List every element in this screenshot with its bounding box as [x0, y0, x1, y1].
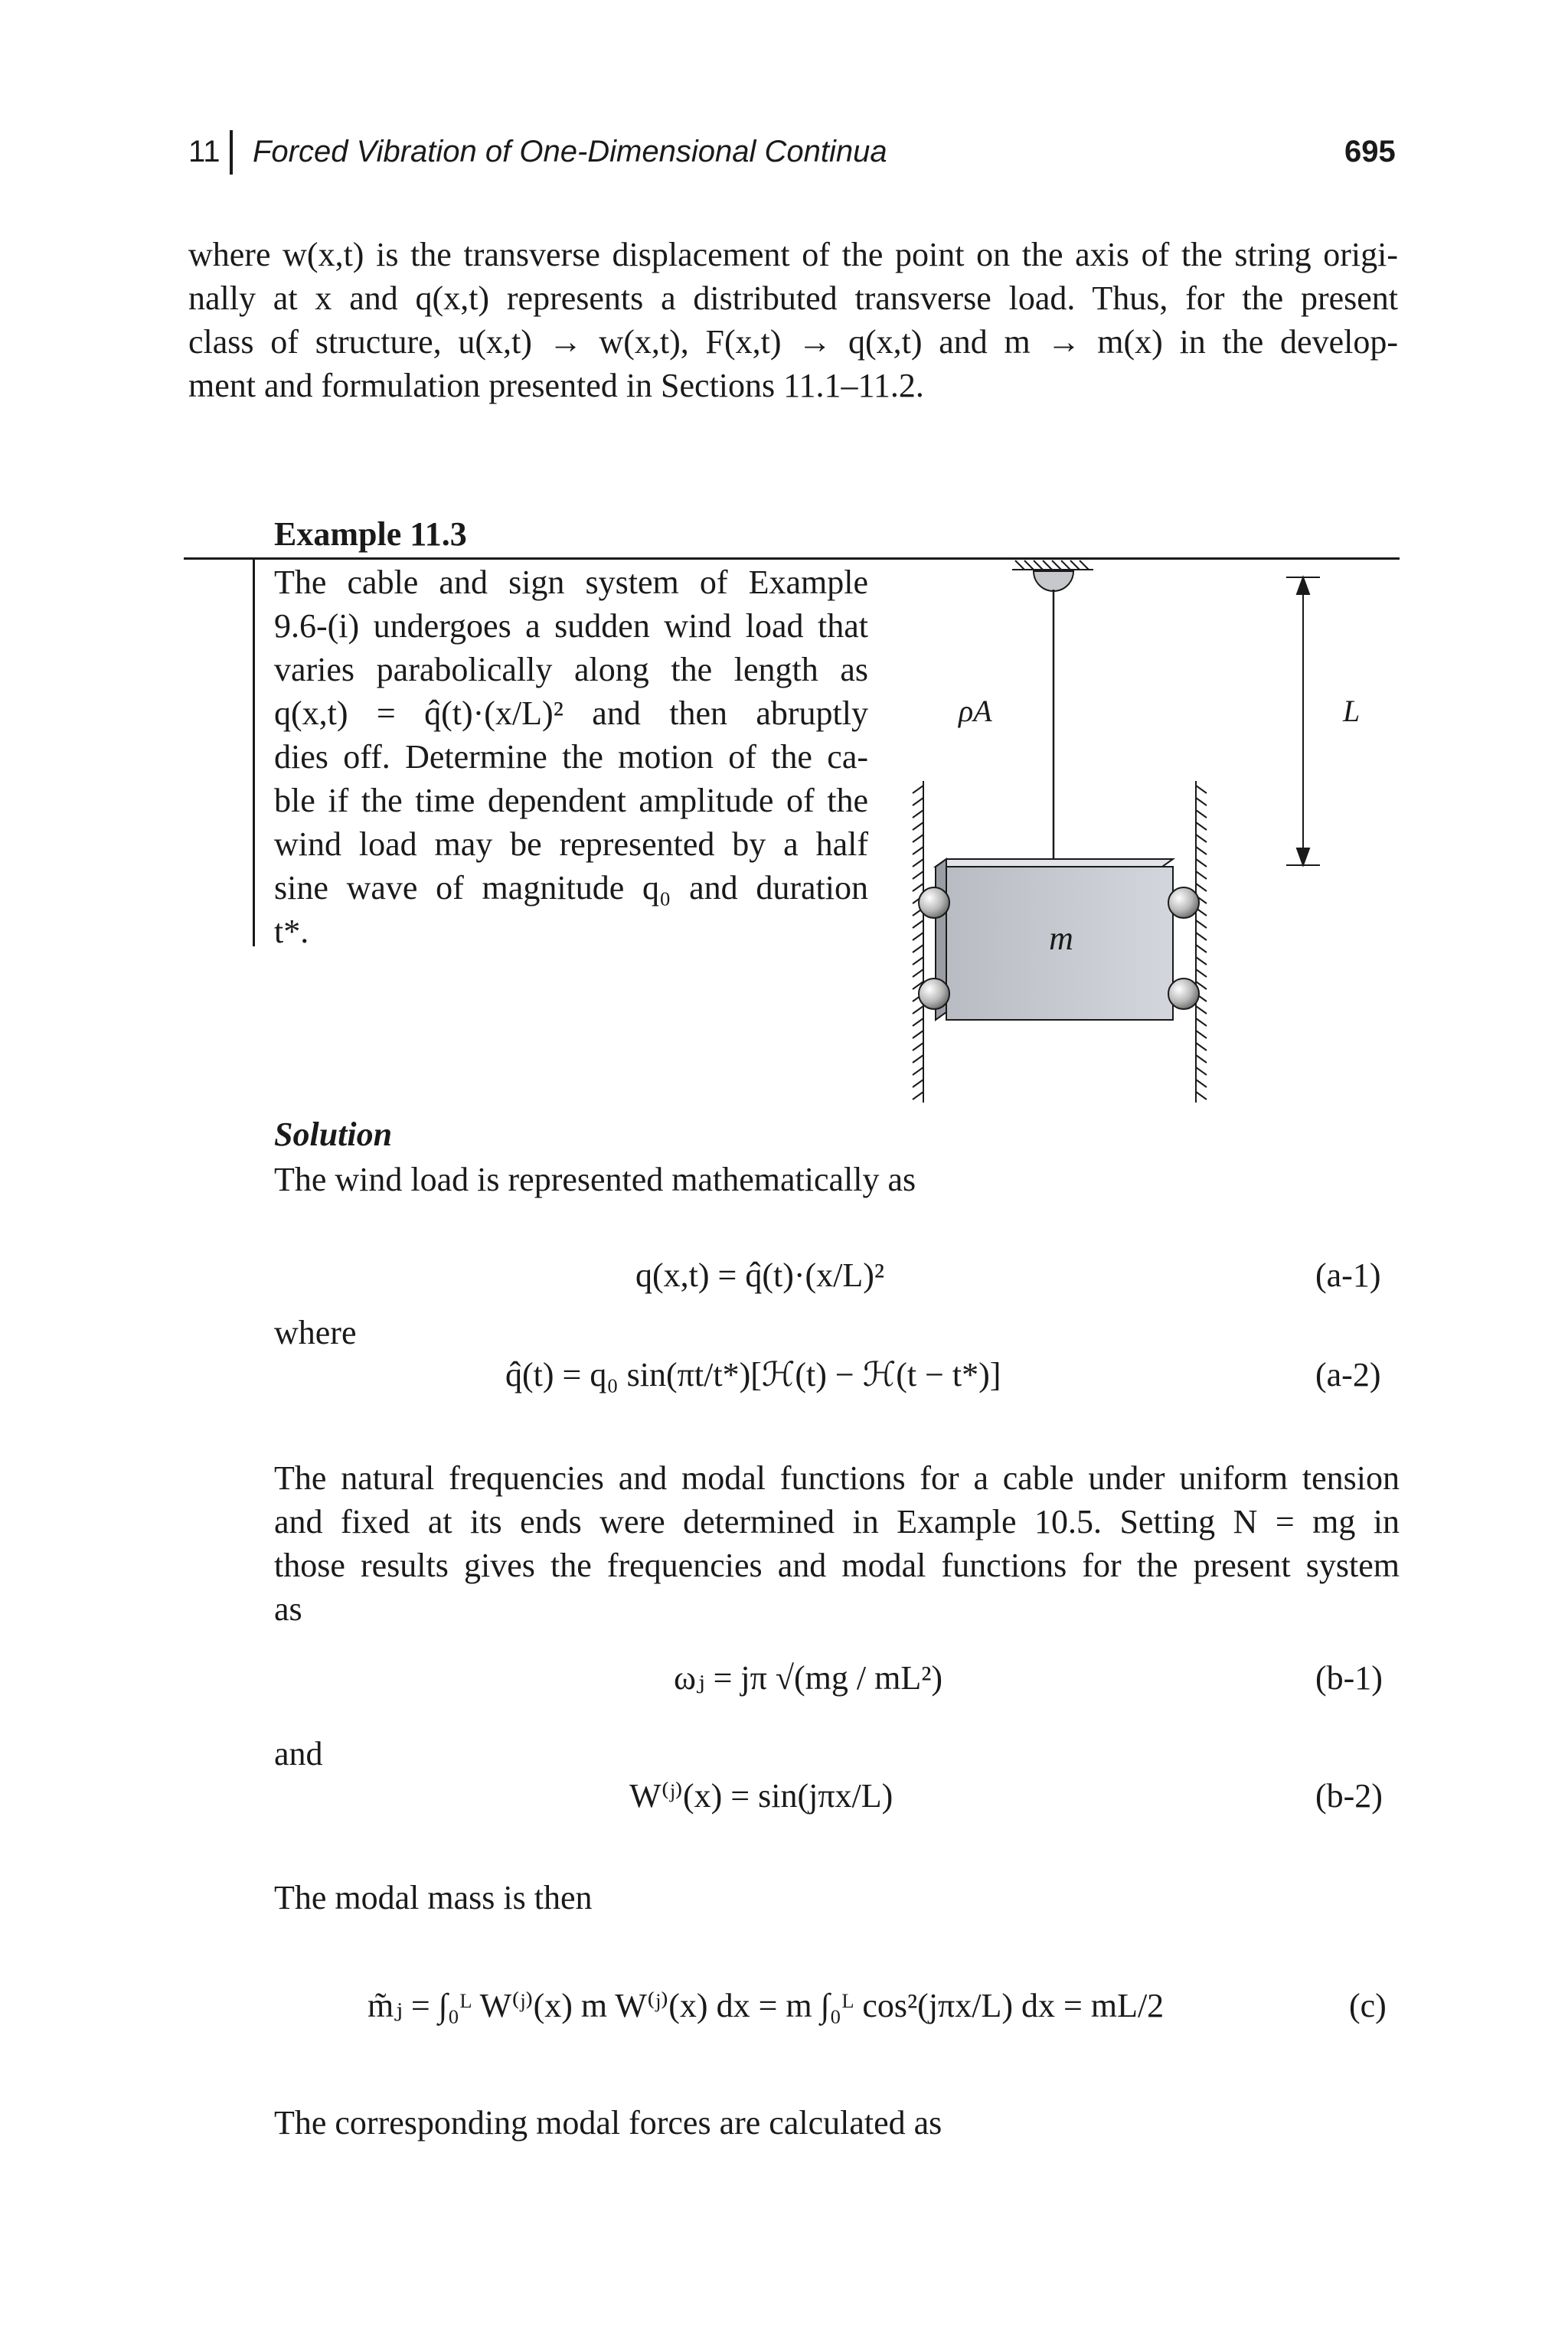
paragraph-line: those results gives the frequencies and modal functions for the present system [274, 1547, 1400, 1584]
intro-line-4: ment and formulation presented in Sections 11.1–11.2. [188, 367, 924, 404]
solution-heading: Solution [274, 1116, 393, 1153]
equation-number-c: (c) [1349, 1987, 1387, 2024]
solution-intro: The wind load is represented mathematically as [274, 1161, 916, 1198]
page-number: 695 [1344, 135, 1396, 168]
example-line: q(x,t) = q̂(t)·(x/L)² and then abruptly [274, 694, 868, 732]
modal-mass-intro: The modal mass is then [274, 1879, 593, 1916]
header-divider [230, 130, 233, 175]
paragraph-line: and fixed at its ends were determined in Example 10.5. Setting N = mg in [274, 1503, 1400, 1540]
intro-line-1: where w(x,t) is the transverse displacement of the point on the axis of the string origi- [188, 236, 1398, 273]
example-line: dies off. Determine the motion of the ca- [274, 738, 868, 776]
pivot-icon [1034, 571, 1073, 591]
paragraph-line: as [274, 1590, 302, 1628]
example-line: The cable and sign system of Example [274, 564, 868, 601]
example-statement [274, 560, 868, 953]
example-line: 9.6-(i) undergoes a sudden wind load that [274, 607, 868, 645]
and-label: and [274, 1735, 323, 1772]
length-dimension [1286, 577, 1320, 865]
modal-forces-intro: The corresponding modal forces are calculated as [274, 2104, 942, 2142]
chapter-number: 11 [188, 135, 220, 168]
equation-number-a1: (a-1) [1315, 1256, 1381, 1294]
equation-number-b1: (b-1) [1315, 1659, 1383, 1697]
ceiling-support [1012, 560, 1093, 570]
intro-paragraph [188, 233, 1398, 407]
equation-b1: ωⱼ = jπ √(mg / mL²) [674, 1659, 943, 1697]
where-label: where [274, 1314, 357, 1351]
example-line: ble if the time dependent amplitude of the [274, 782, 868, 819]
roller-icon [919, 979, 949, 1009]
equation-b2: W⁽ʲ⁾(x) = sin(jπx/L) [629, 1777, 893, 1815]
natural-frequency-paragraph [274, 1456, 1400, 1631]
example-title: Example 11.3 [274, 515, 467, 553]
density-label: ρA [959, 694, 992, 728]
intro-line-2: nally at x and q(x,t) represents a distributed transverse load. Thus, for the present [188, 279, 1398, 317]
equation-a1: q(x,t) = q̂(t)·(x/L)² [635, 1256, 885, 1294]
paragraph-line: The natural frequencies and modal functions for a cable under uniform tension [274, 1459, 1400, 1497]
chapter-title: Forced Vibration of One-Dimensional Continua [253, 135, 887, 168]
example-line: t*. [274, 913, 309, 950]
example-line: sine wave of magnitude q₀ and duration [274, 869, 868, 907]
example-side-rule [253, 559, 255, 946]
equation-a2: q̂(t) = q₀ sin(πt/t*)[ℋ(t) − ℋ(t − t*)] [505, 1356, 1001, 1393]
cable-sign-figure [888, 559, 1378, 1110]
right-wall [1196, 781, 1207, 1103]
equation-number-b2: (b-2) [1315, 1777, 1383, 1815]
intro-line-3: class of structure, u(x,t) → w(x,t), F(x,t) → q(x,t) and m → m(x) in the develop- [188, 323, 1398, 361]
mass-label: m [1049, 920, 1073, 957]
roller-icon [919, 887, 949, 918]
equation-number-a2: (a-2) [1315, 1356, 1381, 1393]
example-line: varies parabolically along the length as [274, 651, 868, 688]
roller-icon [1168, 887, 1199, 918]
length-label: L [1343, 694, 1361, 728]
equation-c: m̃ⱼ = ∫₀ᴸ W⁽ʲ⁾(x) m W⁽ʲ⁾(x) dx = m ∫₀ᴸ cos²(jπx/L) dx = mL/2 [368, 1987, 1165, 2024]
roller-icon [1168, 979, 1199, 1009]
left-wall [913, 781, 923, 1103]
example-line: wind load may be represented by a half [274, 825, 868, 863]
